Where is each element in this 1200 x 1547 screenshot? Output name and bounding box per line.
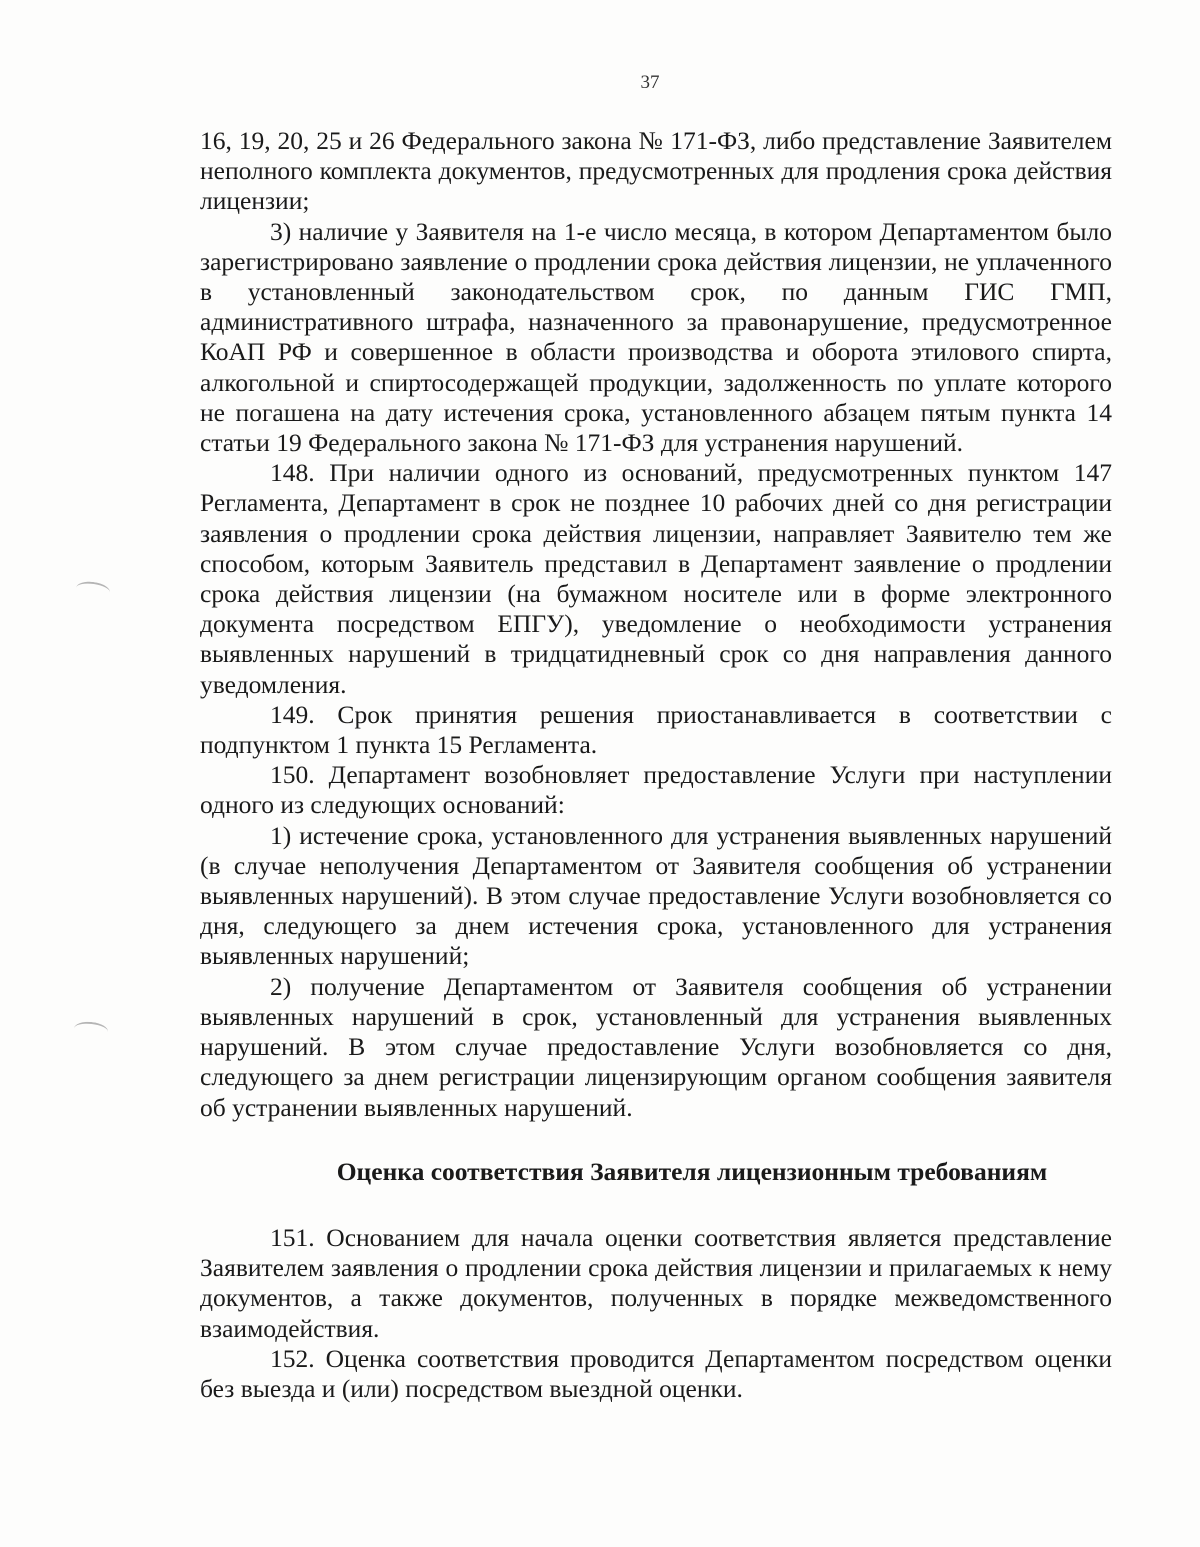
paragraph-151: 151. Основанием для начала оценки соответствия является представление Заявителем заявления о продлении срока действия лицензии и прилагаемых к нему документов, а также документов, полученных в порядке межведомственного взаимодействия. (200, 1222, 1112, 1343)
section-heading: Оценка соответствия Заявителя лицензионным требованиям (336, 1156, 1048, 1186)
paragraph-148: 148. При наличии одного из оснований, предусмотренных пунктом 147 Регламента, Департамент в срок не позднее 10 рабочих дней со дня регистрации заявления о продлении срока действия лицензии, направляет Заявителю тем же способом, которым Заявитель представил в Департамент заявление о продлении срока действия лицензии (на бумажном носителе или в форме электронного документа посредством ЕПГУ), уведомление о необходимости устранения выявленных нарушений в тридцатидневный срок со дня направления данного уведомления. (200, 458, 1112, 699)
page-number: 37 (640, 72, 660, 93)
paragraph-150-item-1: 1) истечение срока, установленного для устранения выявленных нарушений (в случае неполучения Департаментом от Заявителя сообщения об устранении выявленных нарушений). В этом случае предоставление Услуги возобновляется со дня, следующего за днем истечения срока, установленного для устранения выявленных нарушений; (200, 820, 1112, 971)
paragraph-continuation: 16, 19, 20, 25 и 26 Федерального закона № 171-ФЗ, либо представление Заявителем неполного комплекта документов, предусмотренных для продления срока действия лицензии; (200, 126, 1112, 216)
scan-artifact-mark (73, 1020, 108, 1039)
paragraph-152: 152. Оценка соответствия проводится Департаментом посредством оценки без выезда и (или) посредством выездной оценки. (200, 1343, 1112, 1403)
document-body (200, 126, 1112, 1404)
scan-artifact-mark (75, 580, 111, 601)
paragraph-150: 150. Департамент возобновляет предоставление Услуги при наступлении одного из следующих оснований: (200, 760, 1112, 820)
paragraph-149: 149. Срок принятия решения приостанавливается в соответствии с подпунктом 1 пункта 15 Регламента. (200, 699, 1112, 760)
paragraph-150-item-2: 2) получение Департаментом от Заявителя сообщения об устранении выявленных нарушений в срок, установленный для устранения выявленных нарушений. В этом случае предоставление Услуги возобновляется со дня, следующего за днем регистрации лицензирующим органом сообщения заявителя об устранении выявленных нарушений. (200, 971, 1112, 1122)
paragraph-item-3: 3) наличие у Заявителя на 1-е число месяца, в котором Департаментом было зарегистрировано заявление о продлении срока действия лицензии, не уплаченного в установленный законодательством срок, по данным ГИС ГМП, административного штрафа, назначенного за правонарушение, предусмотренное КоАП РФ и совершенное в области производства и оборота этилового спирта, алкогольной и спиртосодержащей продукции, задолженность по уплате которого не погашена на дату истечения срока, установленного абзацем пятым пункта 14 статьи 19 Федерального закона № 171-ФЗ для устранения нарушений. (200, 216, 1112, 458)
